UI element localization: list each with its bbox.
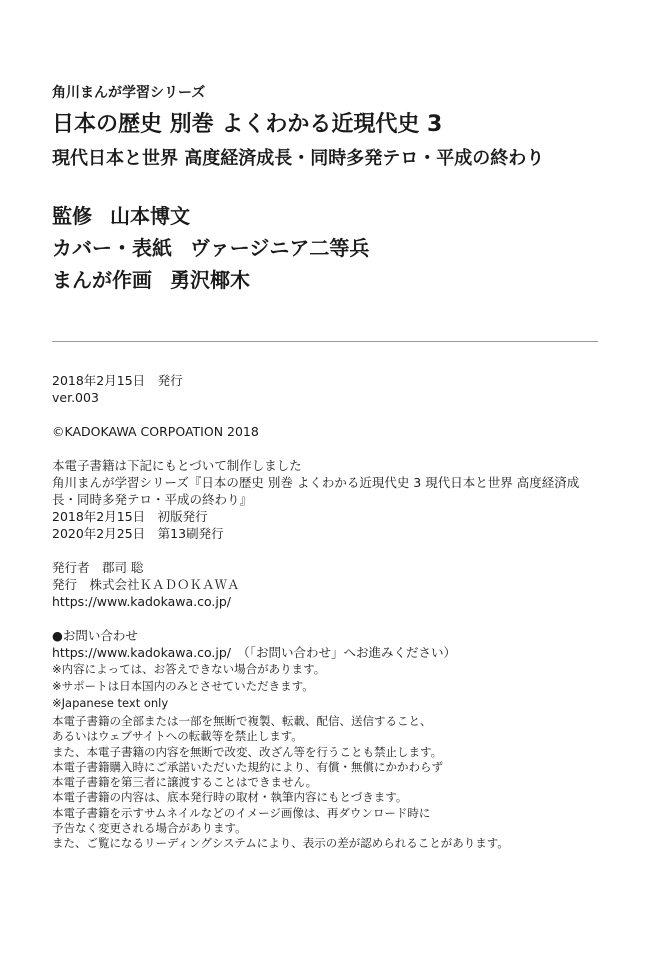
book-header — [52, 86, 632, 302]
legal-line: 本電子書籍を第三者に譲渡することはできません。 — [52, 775, 318, 790]
publisher-line: 発行者 郡司 聡 — [52, 560, 144, 575]
legal-line: 本電子書籍購入時にご承諾いただいた規約により、有償・無償にかかわらず — [52, 759, 443, 774]
series-name: 角川まんが学習シリーズ — [52, 85, 206, 101]
contact-note: ※Japanese text only — [52, 696, 169, 710]
publisher-line: 発行 株式会社ＫＡＤＯＫＡＷＡ — [52, 577, 240, 592]
contact-note: ※サポートは日本国内のみとさせていただきます。 — [52, 679, 314, 693]
version: ver.003 — [52, 390, 99, 405]
credit-cover-artist — [52, 238, 632, 258]
credit-supervisor — [52, 206, 632, 226]
credit-name: 山本博文 — [110, 204, 190, 228]
credit-name: ヴァージニア二等兵 — [190, 236, 370, 260]
legal-line: 本電子書籍を示すサムネイルなどのイメージ画像は、再ダウンロード時に — [52, 805, 431, 820]
legal-line: また、本電子書籍の内容を無断で改変、改ざん等を行うことも禁止します。 — [52, 744, 443, 759]
source-line: 角川まんが学習シリーズ『日本の歴史 別巻 よくわかる近現代史 3 現代日本と世界 高度経済成 — [52, 475, 580, 490]
section-divider — [52, 341, 598, 342]
legal-line: また、ご覧になるリーディングシステムにより、表示の差が認められることがあります。 — [52, 836, 509, 851]
legal-line: 予告なく変更される場合があります。 — [52, 821, 247, 836]
issue-date: 2018年2月15日 発行 — [52, 373, 183, 388]
source-line: 2018年2月15日 初版発行 — [52, 509, 208, 524]
legal-line: 本電子書籍の全部または一部を無断で複製、転載、配信、送信すること、 — [52, 714, 432, 728]
source-line: 2020年2月25日 第13刷発行 — [52, 526, 224, 541]
credit-role: 監修 — [52, 204, 92, 228]
legal-line: あるいはウェブサイトへの転載等を禁止します。 — [52, 729, 303, 744]
credit-role: まんが作画 — [52, 268, 152, 292]
book-subtitle: 現代日本と世界 高度経済成長・同時多発テロ・平成の終わり — [52, 148, 545, 169]
legal-notice — [52, 714, 632, 852]
credits — [52, 206, 632, 290]
publisher-url[interactable]: https://www.kadokawa.co.jp/ — [52, 594, 231, 609]
book-title: 日本の歴史 別巻 よくわかる近現代史 3 — [52, 112, 443, 137]
copyright: ©KADOKAWA CORPOATION 2018 — [52, 424, 259, 439]
source-line: 長・同時多発テロ・平成の終わり』 — [52, 492, 253, 507]
source-line: 本電子書籍は下記にもとづいて制作しました — [52, 458, 302, 473]
contact-url[interactable]: https://www.kadokawa.co.jp/ （「お問い合わせ」へお進みください） — [52, 645, 456, 660]
credit-role: カバー・表紙 — [52, 236, 172, 260]
colophon — [52, 372, 632, 712]
credit-name: 勇沢椰木 — [170, 268, 250, 292]
contact-heading: ●お問い合わせ — [52, 628, 138, 643]
contact-note: ※内容によっては、お答えできない場合があります。 — [52, 662, 326, 676]
credit-manga-artist — [52, 270, 632, 290]
legal-line: 本電子書籍の内容は、底本発行時の取材・執筆内容にもとづきます。 — [52, 790, 408, 805]
